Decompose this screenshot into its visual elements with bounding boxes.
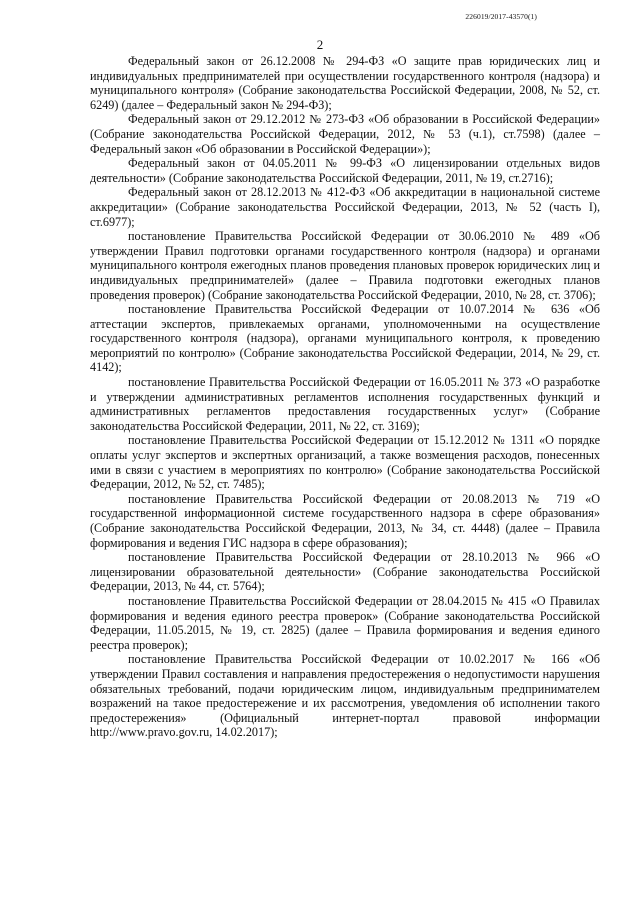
paragraph-decree-719: постановление Правительства Российской Федерации от 20.08.2013 № 719 «О государственной информационной системе государственного надзора в сфере образования» (Собрание законодательства Российской Федерации, 2013, № 34, ст. 4448) (далее – Правила формирования и ведения ГИС надзора в сфере образования); (90, 491, 600, 550)
paragraph-law-294: Федеральный закон от 26.12.2008 № 294-ФЗ «О защите прав юридических лиц и индивидуальных предпринимателей при осуществлении государственного контроля (надзора) и муниципального контроля» (Собрание законодательства Российской Федерации, 2008, № 52, ст. 6249) (далее – Федеральный закон № 294-ФЗ); (90, 54, 600, 112)
paragraph-decree-489: постановление Правительства Российской Федерации от 30.06.2010 № 489 «Об утверждении Правил подготовки органами государственного контроля (надзора) и органами муниципального контроля ежегодных планов проведения плановых проверок юридических лиц и индивидуальных предпринимателей» (далее – Правила подготовки ежегодных планов проведения проверок) (Собрание законодательства Российской Федерации, 2010, № 28, ст. 3706); (90, 229, 600, 302)
paragraph-decree-166: постановление Правительства Российской Федерации от 10.02.2017 № 166 «Об утверждении Правил составления и направления предостережения о недопустимости нарушения обязательных требований, подачи юридическим лицом, индивидуальным предпринимателем возражений на такое предостережение и их рассмотрения, уведомления об исполнении такого предостережения» (Официальный интернет-портал правовой информации http://www.pravo.gov.ru, 14.02.2017); (90, 652, 600, 740)
paragraph-decree-1311: постановление Правительства Российской Федерации от 15.12.2012 № 1311 «О порядке оплаты услуг экспертов и экспертных организаций, а также возмещения расходов, понесенных ими в связи с участием в мероприятиях по контролю» (Собрание законодательства Российской Федерации, 2012, № 52, ст. 7485); (90, 433, 600, 492)
document-id: 226019/2017-43570(1) (465, 12, 537, 21)
paragraph-decree-415: постановление Правительства Российской Федерации от 28.04.2015 № 415 «О Правилах формирования и ведения единого реестра проверок» (Собрание законодательства Российской Федерации, 11.05.2015, № 19, ст. 2825) (далее – Правила формирования и ведения единого реестра проверок); (90, 593, 600, 652)
paragraph-decree-373: постановление Правительства Российской Федерации от 16.05.2011 № 373 «О разработке и утверждении административных регламентов исполнения государственных функций и административных регламентов предоставления государственных услуг» (Собрание законодательства Российской Федерации, 2011, № 22, ст. 3169); (90, 375, 600, 433)
paragraph-decree-636: постановление Правительства Российской Федерации от 10.07.2014 № 636 «Об аттестации экспертов, привлекаемых органами, уполномоченными на осуществление государственного контроля (надзора), органами муниципального контроля, к проведению мероприятий по контролю» (Собрание законодательства Российской Федерации, 2014, № 29, ст. 4142); (90, 302, 600, 375)
page-number: 2 (316, 37, 324, 52)
paragraph-law-273: Федеральный закон от 29.12.2012 № 273-ФЗ «Об образовании в Российской Федерации» (Собрание законодательства Российской Федерации, 2012, № 53 (ч.1), ст.7598) (далее – Федеральный закон «Об образовании в Российской Федерации»); (90, 112, 600, 156)
paragraph-law-99: Федеральный закон от 04.05.2011 № 99-ФЗ «О лицензировании отдельных видов деятельности» (Собрание законодательства Российской Федерации, 2011, № 19, ст.2716); (90, 156, 600, 185)
paragraph-law-412: Федеральный закон от 28.12.2013 № 412-ФЗ «Об аккредитации в национальной системе аккредитации» (Собрание законодательства Российской Федерации, 2013, № 52 (часть I), ст.6977); (90, 185, 600, 229)
paragraph-decree-966: постановление Правительства Российской Федерации от 28.10.2013 № 966 «О лицензировании образовательной деятельности» (Собрание законодательства Российской Федерации, 2013, № 44, ст. 5764); (90, 550, 600, 594)
document-body (90, 54, 600, 740)
